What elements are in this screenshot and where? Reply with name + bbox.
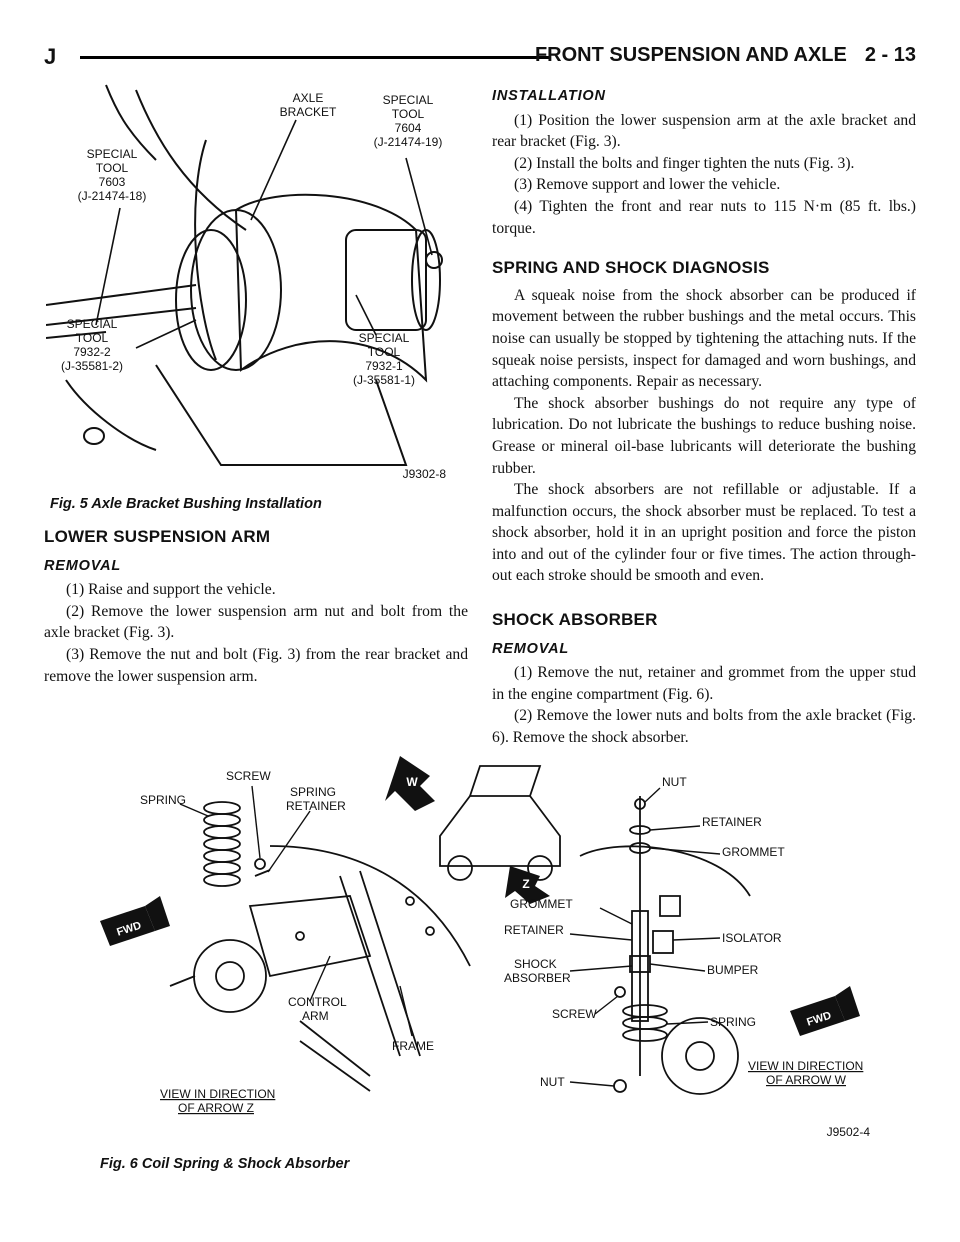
- fig6-w-label: W: [406, 775, 418, 789]
- lower-arm-removal-heading: REMOVAL: [44, 557, 122, 574]
- fig6-nut-bottom: [614, 1080, 626, 1092]
- fig5-label-7604-a: SPECIAL: [382, 93, 434, 107]
- lower-arm-step-3: (3) Remove the nut and bolt (Fig. 3) from the rear bracket and remove the lower suspension arm.: [44, 645, 468, 685]
- shock-absorber-title: SHOCK ABSORBER: [492, 610, 658, 630]
- spring-shock-diagnosis-title: SPRING AND SHOCK DIAGNOSIS: [492, 258, 770, 278]
- fig6-label-retainer-top: RETAINER: [702, 815, 762, 829]
- fig6-leader-frame: [400, 986, 412, 1036]
- section-letter: J: [44, 44, 57, 69]
- left-column: [44, 512, 468, 687]
- fig6-wheel-1: [448, 856, 472, 880]
- fig5-code: J9302-8: [402, 467, 446, 481]
- fig6-leader-shock: [570, 966, 632, 971]
- fig6-leader-retainer-top: [650, 826, 700, 830]
- fig6-hub-center-left: [216, 962, 244, 990]
- fig5-label-7603-b: TOOL: [95, 161, 129, 175]
- fig6-coil-spring-left: [204, 802, 240, 886]
- fig5-tool-body: [346, 230, 426, 330]
- fig6-label-view-w-b: OF ARROW W: [766, 1073, 846, 1087]
- figure-6: [100, 756, 890, 1196]
- fig6-bolt-3: [296, 932, 304, 940]
- shock-removal-heading: REMOVAL: [492, 640, 570, 657]
- fig6-label-view-z-a: VIEW IN DIRECTION: [160, 1087, 276, 1101]
- fig6-label-arm: ARM: [302, 1009, 329, 1023]
- fig5-rod-top: [46, 285, 196, 305]
- fig5-leader-7932-2: [136, 320, 196, 348]
- installation-step-1: (1) Position the lower suspension arm at the axle bracket and rear bracket (Fig. 3).: [492, 111, 916, 151]
- fig6-spring-retainer: [255, 870, 270, 876]
- fig5-label-7932-1-a: SPECIAL: [358, 331, 410, 345]
- fig6-fwd-arrow-right: [790, 986, 860, 1036]
- fig5-label-7932-1-b: TOOL: [367, 345, 401, 359]
- installation-step-4: (4) Tighten the front and rear nuts to 115 N·m (85 ft. lbs.) torque.: [492, 197, 916, 237]
- fig5-label-7932-1-d: (J-35581-1): [352, 373, 416, 387]
- fig6-illustration: [100, 756, 890, 1156]
- fig5-leader-7603: [96, 208, 120, 325]
- header-rule: [80, 56, 551, 59]
- fig6-leader-spring-retainer: [268, 811, 310, 872]
- fig6-caption: Fig. 6 Coil Spring & Shock Absorber: [100, 1156, 350, 1172]
- installation-step-2: (2) Install the bolts and finger tighten the nuts (Fig. 3).: [514, 154, 855, 172]
- fig6-hub-center-right: [686, 1042, 714, 1070]
- fig5-small-hole: [84, 428, 104, 444]
- fig6-label-shock: SHOCK: [514, 957, 557, 971]
- shock-step-2: (2) Remove the lower nuts and bolts from the axle bracket (Fig. 6). Remove the shock absorber.: [492, 707, 916, 747]
- fig6-fwd-label-left: FWD: [115, 919, 143, 939]
- fig6-label-grommet-mid: GROMMET: [510, 897, 573, 911]
- page-title: FRONT SUSPENSION AND AXLE: [534, 44, 847, 66]
- right-column: [492, 86, 916, 749]
- fig6-label-spring: SPRING: [140, 793, 187, 807]
- fig6-leader-retainer-mid: [570, 934, 632, 940]
- fig5-label-7604-d: (J-21474-19): [373, 135, 443, 149]
- fig5-label-7932-2-d: (J-35581-2): [60, 359, 124, 373]
- fig6-label-spring-retainer-b: RETAINER: [286, 799, 346, 813]
- figure-5: [46, 80, 466, 520]
- fig6-hub-left: [194, 940, 266, 1012]
- fig6-label-absorber: ABSORBER: [504, 971, 571, 985]
- fig5-leader-7604: [406, 158, 432, 255]
- fig5-label-7932-1-c: 7932-1: [365, 359, 403, 373]
- fig6-leader-spring-right: [667, 1022, 708, 1024]
- header-title-group: [535, 44, 916, 67]
- fig5-label-axle: AXLE: [292, 91, 324, 105]
- fig6-axle-stub: [170, 976, 195, 986]
- fig6-isolator: [653, 931, 673, 953]
- fig6-hub-right: [662, 1018, 738, 1094]
- fig6-label-screw-right: SCREW: [552, 1007, 597, 1021]
- fig5-arm-curve: [195, 140, 216, 360]
- fig6-label-spring-retainer-a: SPRING: [290, 785, 337, 799]
- lower-suspension-arm-title: LOWER SUSPENSION ARM: [44, 527, 271, 546]
- installation-step-3: (3) Remove support and lower the vehicle.: [514, 176, 781, 194]
- fig6-leader-nut-top: [645, 788, 660, 802]
- fig5-label-7932-2-b: TOOL: [75, 331, 109, 345]
- page-number: 2 - 13: [864, 44, 916, 66]
- fig6-vehicle-top: [470, 766, 540, 796]
- fig6-label-nut-bottom: NUT: [540, 1075, 565, 1089]
- fig6-label-nut-top: NUT: [662, 775, 687, 789]
- fig5-caption: Fig. 5 Axle Bracket Bushing Installation: [50, 496, 322, 512]
- fig6-coil-spring-right: [623, 1005, 667, 1041]
- diagnosis-paragraph-2: The shock absorber bushings do not require any type of lubrication. Do not lubricate the bushings to reduce bushing noise. Grease or mineral oil-base lubricants will deteriorate the bushing rubber.: [492, 394, 916, 477]
- fig6-control-arm: [250, 896, 370, 976]
- fig6-fwd-arrow-left: [100, 896, 170, 946]
- fig6-code: J9502-4: [826, 1125, 870, 1139]
- fig6-grommet-block: [660, 896, 680, 916]
- lower-arm-step-1: (1) Raise and support the vehicle.: [66, 581, 276, 599]
- shock-step-1: (1) Remove the nut, retainer and grommet from the upper stud in the engine compartment (Fig. 6).: [492, 664, 916, 703]
- fig5-label-7604-b: TOOL: [391, 107, 425, 121]
- diagnosis-paragraph-1: A squeak noise from the shock absorber can be produced if movement between the rubber bushings and the metal occurs. This noise can usually be stopped by tightening the attaching nuts. If the squeak noise persists, inspect for damaged and worn bushings, and attaching components. Repair as necessary.: [492, 286, 916, 391]
- fig6-label-control: CONTROL: [288, 995, 347, 1009]
- fig6-label-spring-right: SPRING: [710, 1015, 757, 1029]
- fig6-bolt-1: [406, 897, 414, 905]
- fig6-label-bumper: BUMPER: [707, 963, 759, 977]
- fig5-axle-edge: [136, 90, 246, 230]
- fig6-w-arrow: [385, 756, 435, 811]
- fig6-leader-screw: [252, 786, 260, 858]
- fig5-label-7604-c: 7604: [394, 121, 422, 135]
- diagnosis-paragraph-3: The shock absorbers are not refillable or adjustable. If a malfunction occurs, the shock absorber must be replaced. To test a shock absorber, hold it in an upright position and force the piston into and out of the cylinder four or five times. The action through-out each stroke should be smooth and even.: [492, 481, 916, 585]
- fig5-illustration: [46, 80, 466, 490]
- fig5-label-7603-c: 7603: [98, 175, 126, 189]
- fig6-screw-right: [615, 987, 625, 997]
- fig5-label-7932-2-a: SPECIAL: [66, 317, 118, 331]
- fig5-label-7603-a: SPECIAL: [86, 147, 138, 161]
- fig5-label-7932-2-c: 7932-2: [73, 345, 111, 359]
- fig5-lower-curve: [66, 380, 156, 450]
- fig6-fwd-label-right: FWD: [805, 1009, 833, 1029]
- fig5-label-7603-d: (J-21474-18): [77, 189, 147, 203]
- fig6-label-retainer-mid: RETAINER: [504, 923, 564, 937]
- fig6-bolt-2: [426, 927, 434, 935]
- installation-heading: INSTALLATION: [492, 88, 606, 104]
- fig5-bushing-ring: [176, 230, 246, 370]
- fig6-z-label: Z: [522, 877, 530, 891]
- fig6-label-view-w-a: VIEW IN DIRECTION: [748, 1059, 864, 1073]
- fig6-leader-bumper: [650, 964, 705, 971]
- fig6-label-frame: FRAME: [392, 1039, 434, 1053]
- fig6-leader-grommet-mid: [600, 908, 632, 924]
- fig6-label-grommet-top: GROMMET: [722, 845, 785, 859]
- fig6-screw-left: [255, 859, 265, 869]
- fig6-leader-isolator: [673, 938, 720, 940]
- fig6-label-screw: SCREW: [226, 769, 271, 783]
- fig6-leader-nut-bottom: [570, 1082, 614, 1086]
- fig6-label-isolator: ISOLATOR: [722, 931, 782, 945]
- lower-arm-step-2: (2) Remove the lower suspension arm nut and bolt from the axle bracket (Fig. 3).: [44, 602, 468, 642]
- page-header: [44, 44, 916, 74]
- fig6-leader-screw-right: [595, 996, 618, 1014]
- fig5-leader-axle: [251, 120, 296, 220]
- fig5-label-bracket: BRACKET: [279, 105, 337, 119]
- fig6-label-view-z-b: OF ARROW Z: [178, 1101, 254, 1115]
